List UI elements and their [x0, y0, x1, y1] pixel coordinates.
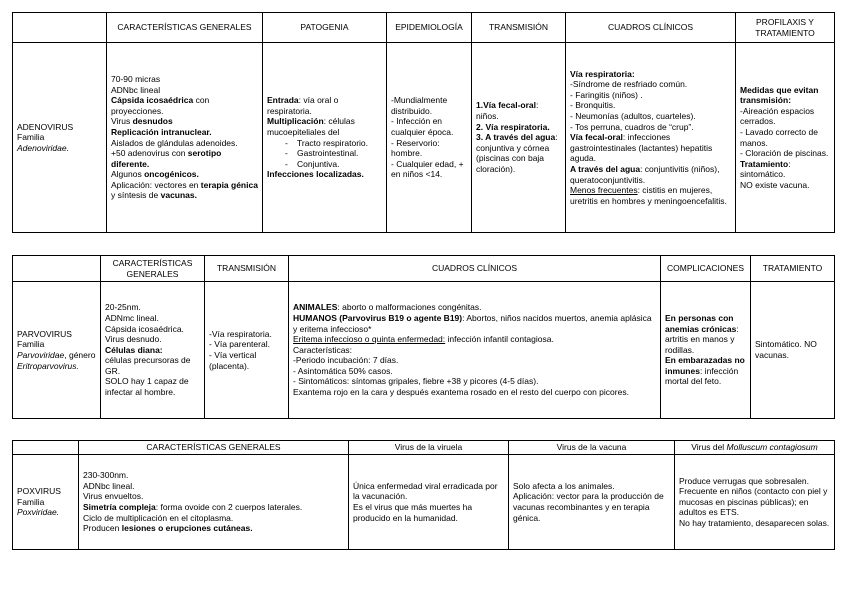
family-label: Familia: [17, 132, 45, 143]
clin-line: Exantema rojo en la cara y después exantema rosado en el resto del cuerpo con picores.: [293, 387, 629, 398]
caract-bold: vacunas.: [160, 190, 197, 201]
patog-bold: Entrada: [267, 95, 299, 106]
caract-line: [111, 180, 258, 201]
clin-item: -Síndrome de resfriado común.: [570, 79, 688, 90]
header-transmision: TRANSMISIÓN: [472, 13, 566, 43]
caract-line: [83, 502, 344, 513]
cuadros-clinicos-cell: [289, 282, 661, 419]
trans-bold: 3. A través del agua: [476, 132, 556, 143]
compl-text: : artritis en manos y rodillas.: [665, 323, 739, 355]
header-cuadros-clinicos: CUADROS CLÍNICOS: [566, 13, 736, 43]
caract-line: ADNbc lineal: [111, 84, 161, 95]
trans-line: [476, 100, 561, 121]
header-caracteristicas: CARACTERÍSTICAS GENERALES: [107, 13, 263, 43]
caracteristicas-cell: [101, 282, 205, 419]
clin-item: - Faringitis (niños) .: [570, 89, 643, 100]
caract-line: Virus desnudo.: [105, 334, 162, 345]
clin-text: : cistitis en mujeres, uretritis en hombres y meningoencefalitis.: [570, 185, 727, 206]
family-name: Poxviridae.: [17, 507, 60, 518]
caract-text: Algunos: [111, 169, 145, 180]
viruela-line: Única enfermedad viral erradicada por la vacunación.: [353, 480, 498, 502]
virus-name: PARVOVIRUS: [17, 328, 72, 339]
molluscum-cell: [675, 455, 835, 550]
mollus-line: Frecuente en niños (contacto con piel y mucosas en piscinas públicas); en adultos es ETS.: [679, 486, 828, 518]
transmision-cell: [472, 43, 566, 233]
header-cuadros-clinicos: CUADROS CLÍNICOS: [289, 256, 661, 282]
prof-bold: Tratamiento: [740, 158, 789, 169]
clin-text: : infecciones gastrointestinales (lactantes) hepatitis aguda.: [570, 132, 713, 164]
clin-bold: A través del agua: [570, 163, 641, 174]
cuadros-clinicos-cell: [566, 43, 736, 233]
genus-name: Eritroparvovirus.: [17, 360, 79, 371]
virus-name-cell: [13, 455, 79, 550]
prof-line: [740, 159, 830, 180]
clin-text: : aborto o malformaciones congénitas.: [337, 302, 482, 313]
header-molluscum-label: Virus del: [691, 442, 727, 453]
trans-line: -Vía respiratoria.: [209, 328, 272, 339]
header-empty: [13, 13, 107, 43]
patogenia-cell: [263, 43, 387, 233]
header-patogenia: PATOGENIA: [263, 13, 387, 43]
caract-line: Ciclo de multiplicación en el citoplasma.: [83, 512, 234, 523]
clin-item: - Neumonías (adultos, cuarteles).: [570, 111, 696, 122]
patog-list: [267, 138, 382, 170]
clin-line: Vía respiratoria:: [570, 68, 635, 79]
trans-text: : niños.: [476, 100, 539, 122]
patog-text: : vía oral o respiratoria.: [267, 95, 339, 116]
virus-name: POXVIRUS: [17, 486, 61, 497]
clin-underline: Eritema infeccioso o quinta enfermedad:: [293, 334, 446, 345]
header-tratamiento: TRATAMIENTO: [751, 256, 835, 282]
patog-bold: Multiplicación: [267, 116, 324, 127]
header-viruela: Virus de la viruela: [349, 441, 509, 455]
clin-line: [570, 132, 731, 164]
caract-bold: Cápsida icosaédrica: [111, 95, 194, 106]
prof-item: - Lavado correcto de manos.: [740, 126, 818, 148]
patog-item: - Gastrointestinal.: [297, 148, 382, 159]
caract-line: Células diana:: [105, 344, 163, 355]
trans-line: 2. Vía respiratoria.: [476, 121, 550, 132]
family-label: Familia: [17, 496, 45, 507]
clin-item: - Bronquitis.: [570, 100, 616, 111]
prof-line: NO existe vacuna.: [740, 179, 810, 190]
clin-bold: Vía respiratoria: [570, 68, 632, 79]
header-profilaxis: PROFILAXIS Y TRATAMIENTO: [736, 13, 835, 43]
caract-line: células precursoras de GR.: [105, 355, 191, 376]
caracteristicas-cell: [107, 43, 263, 233]
trans-line: - Vía vertical (placenta).: [209, 350, 257, 371]
clin-text: : conjuntivitis (niños), queratoconjuntivitis.: [570, 163, 720, 185]
epid-line: - Cualquier edad, + en niños <14.: [391, 158, 464, 180]
tratamiento-cell: Sintomático. NO vacunas.: [751, 282, 835, 419]
clin-line: [293, 313, 656, 334]
clin-text: : Abortos, niños nacidos muertos, anemia aplásica y eritema infeccioso*: [293, 312, 652, 334]
header-molluscum: [675, 441, 835, 455]
profilaxis-cell: [736, 43, 835, 233]
patog-line: [267, 95, 382, 116]
clin-line: Características:: [293, 344, 353, 355]
complicaciones-cell: [661, 282, 751, 419]
vacuna-line: Solo afecta a los animales.: [513, 480, 615, 491]
caract-text: +50 adenovirus con: [111, 148, 188, 159]
virus-name: ADENOVIRUS: [17, 121, 74, 132]
caract-line: 230-300nm.: [83, 470, 129, 481]
epid-line: -Mundialmente distribuido.: [391, 95, 448, 116]
clin-underline: Menos frecuentes: [570, 185, 638, 196]
clin-item: - Asintomática 50% casos.: [293, 365, 393, 376]
header-empty: [13, 256, 101, 282]
header-caracteristicas: CARACTERÍSTICAS GENERALES: [101, 256, 205, 282]
vacuna-line: Aplicación: vector para la producción de vacunas recombinantes y en terapia génica.: [513, 491, 664, 523]
compl-bold: En embarazadas no inmunes: [665, 355, 745, 376]
clin-line: [570, 164, 731, 185]
clin-line: [293, 334, 656, 345]
header-complicaciones: COMPLICACIONES: [661, 256, 751, 282]
patog-item: - Conjuntiva.: [297, 159, 382, 170]
virus-name-cell: [13, 43, 107, 233]
patog-text: : células mucoepiteliales del: [267, 116, 355, 137]
caract-line: Cápsida icosaédrica.: [105, 323, 184, 334]
caract-bold: terapia génica: [200, 179, 258, 190]
caract-text: con proyecciones.: [111, 95, 210, 116]
caract-text: y síntesis de: [111, 190, 161, 201]
caract-line: [111, 116, 258, 127]
clin-item: - Sintomáticos: síntomas gripales, fiebre +38 y picores (4-5 días).: [293, 376, 539, 387]
header-caracteristicas: CARACTERÍSTICAS GENERALES: [79, 441, 349, 455]
clin-bold: Vía fecal-oral: [570, 132, 623, 143]
prof-item: -Aireación espacios cerrados.: [740, 105, 815, 127]
caract-line: ADNbc lineal.: [83, 480, 135, 491]
caracteristicas-cell: [79, 455, 349, 550]
clin-item: -Periodo incubación: 7 días.: [293, 355, 399, 366]
header-empty: [13, 441, 79, 455]
adenovirus-table: [12, 12, 835, 233]
caract-bold: serotipo diferente.: [111, 148, 222, 169]
caract-line: Aislados de glándulas adenoides.: [111, 137, 238, 148]
header-vacuna: Virus de la vacuna: [509, 441, 675, 455]
caract-line: [111, 169, 258, 180]
viruela-cell: [349, 455, 509, 550]
viruela-line: Es el virus que más muertes ha producido en la humanidad.: [353, 502, 473, 523]
caract-text: : forma ovoide con 2 cuerpos laterales.: [155, 502, 303, 512]
caract-line: Replicación intranuclear.: [111, 126, 212, 137]
mollus-line: No hay tratamiento, desaparecen solas.: [679, 517, 830, 528]
clin-bold: ANIMALES: [293, 302, 338, 313]
virus-name-cell: [13, 282, 101, 419]
patog-line: [267, 116, 382, 137]
compl-line: [665, 313, 746, 355]
compl-line: [665, 355, 746, 387]
clin-bold: HUMANOS (Parvovirus B19 o agente B19): [293, 312, 463, 323]
caract-text: Producen: [83, 523, 122, 534]
prof-item: - Cloración de piscinas.: [740, 148, 829, 159]
caract-line: [111, 95, 258, 116]
caract-bold: desnudos: [132, 116, 173, 127]
family-line: [17, 339, 96, 371]
trans-text: : conjuntiva y córnea (piscinas con baja cloración).: [476, 132, 558, 174]
caract-line: [83, 523, 344, 534]
caract-text: Aplicación: vectores en: [111, 179, 201, 190]
caract-text: Virus: [111, 116, 133, 127]
header-epidemiologia: EPIDEMIOLOGÍA: [387, 13, 472, 43]
caract-line: SOLO hay 1 capaz de infectar al hombre.: [105, 376, 189, 398]
clin-item: - Tos perruna, cuadros de “crup”.: [570, 121, 694, 132]
epidemiologia-cell: [387, 43, 472, 233]
family-label: Familia: [17, 339, 45, 350]
compl-bold: En personas con anemias crónicas: [665, 312, 737, 334]
header-molluscum-species: Molluscum contagiosum: [726, 442, 818, 453]
caract-line: Virus envueltos.: [83, 491, 144, 502]
prof-text: : sintomático.: [740, 158, 791, 180]
caract-line: 20-25nm.: [105, 302, 141, 313]
prof-line: Medidas que evitan transmisión:: [740, 84, 819, 106]
epid-line: - Reservorio: hombre.: [391, 137, 440, 159]
caract-line: [111, 148, 258, 169]
compl-text: : infección mortal del feto.: [665, 365, 739, 387]
transmision-cell: [205, 282, 289, 419]
parvovirus-table: [12, 255, 835, 419]
caract-bold: lesiones o erupciones cutáneas.: [121, 523, 253, 534]
epid-line: - Infección en cualquier época.: [391, 116, 454, 137]
caract-bold: oncogénicos.: [144, 169, 199, 180]
patog-line: Infecciones localizadas.: [267, 169, 364, 180]
clin-line: [293, 302, 656, 313]
caract-line: 70-90 micras: [111, 73, 161, 84]
caract-bold: Simetría compleja: [83, 502, 156, 512]
caract-line: ADNmc lineal.: [105, 312, 159, 323]
clin-text: infección infantil contagiosa.: [445, 334, 554, 345]
mollus-line: Produce verrugas que sobresalen.: [679, 475, 809, 486]
family-name: Parvoviridae: [17, 350, 65, 360]
vacuna-cell: [509, 455, 675, 550]
poxvirus-table: [12, 440, 835, 550]
patog-item: - Tracto respiratorio.: [297, 138, 382, 149]
family-name: Adenoviridae.: [17, 142, 69, 153]
genus-label: , género: [64, 350, 96, 360]
clin-line: [570, 185, 731, 206]
trans-line: - Vía parenteral.: [209, 339, 270, 350]
prof-bold: Medidas que evitan transmisión: [740, 84, 819, 106]
header-transmision: TRANSMISIÓN: [205, 256, 289, 282]
trans-bold: 1.Vía fecal-oral: [476, 100, 537, 111]
trans-line: [476, 132, 561, 174]
